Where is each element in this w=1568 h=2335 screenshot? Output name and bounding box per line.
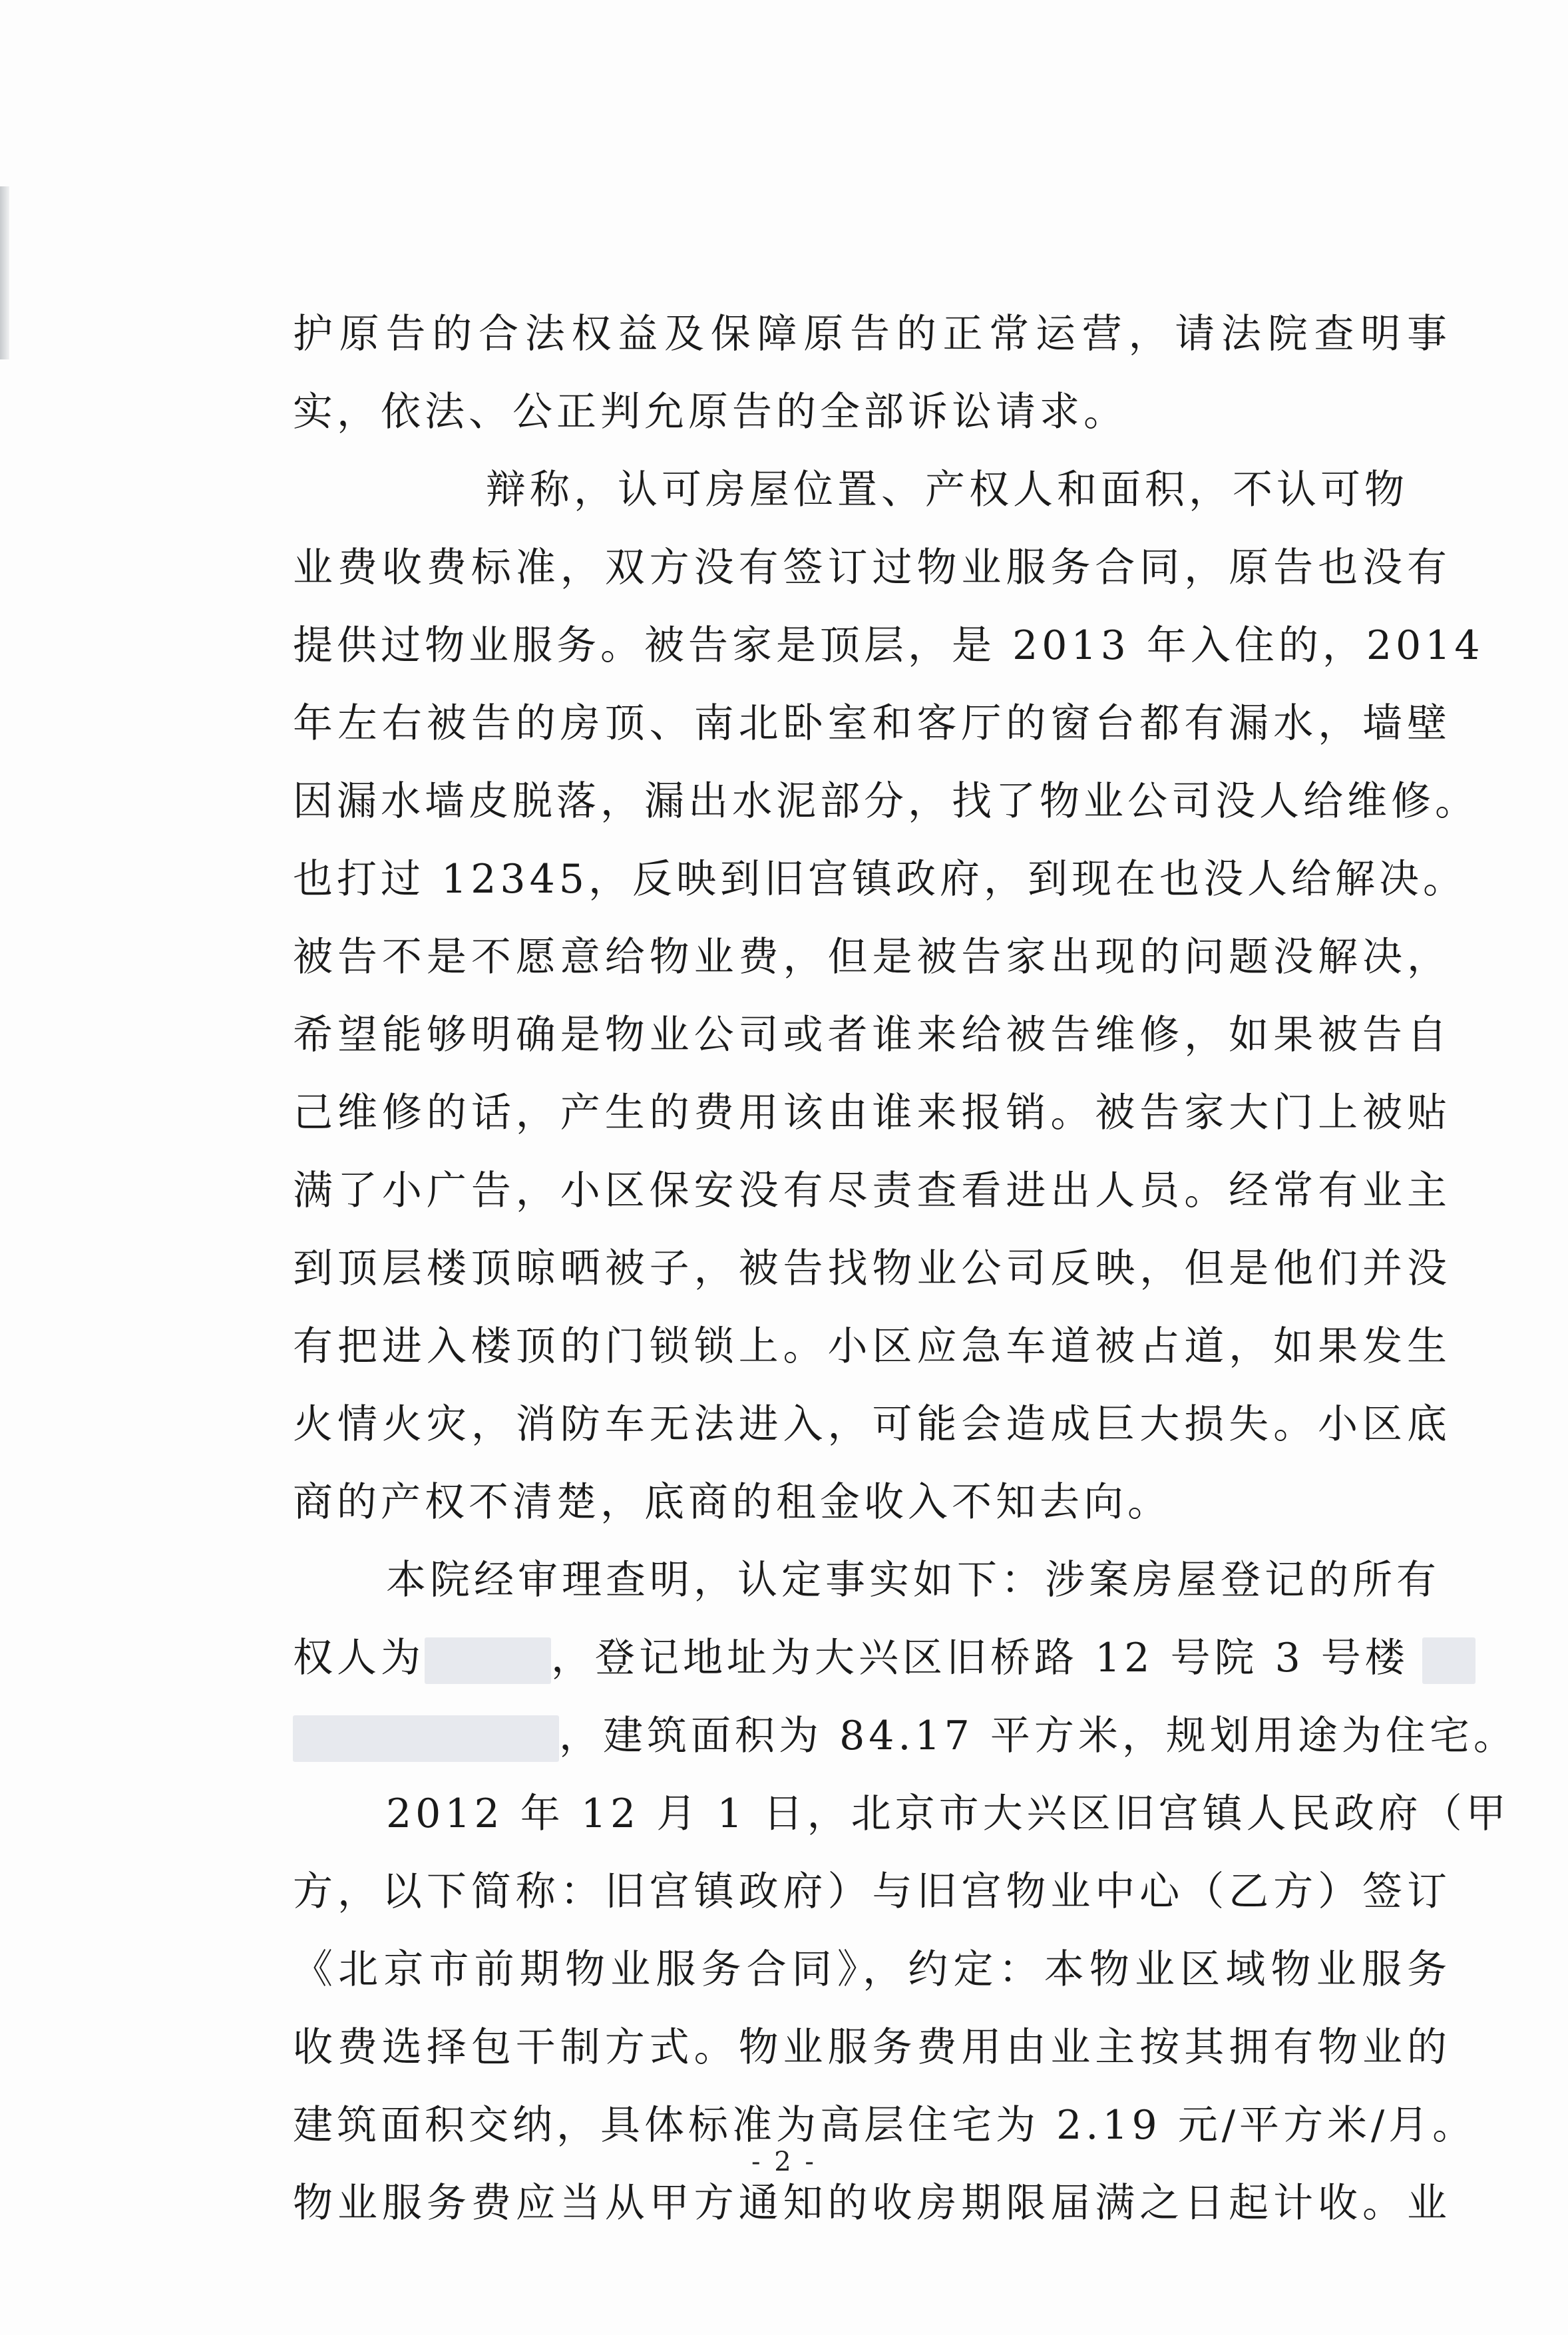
text-line: 被告不是不愿意给物业费，但是被告家出现的问题没解决， [293,934,1451,980]
text-line [293,1697,1517,1775]
text-line [293,1619,1451,1697]
text-line: 《北京市前期物业服务合同》，约定：本物业区域物业服务 [293,1946,1451,1993]
text-line: 物业服务费应当从甲方通知的收房期限届满之日起计收。业 [293,2180,1451,2227]
text-line: 收费选择包干制方式。物业服务费用由业主按其拥有物业的 [293,2024,1451,2071]
redacted-unit-number-cont [293,1715,559,1762]
text-line: 因漏水墙皮脱落，漏出水泥部分，找了物业公司没人给维修。 [293,778,1479,825]
page-number: - 2 - [751,2147,817,2177]
text-line: 希望能够明确是物业公司或者谁来给被告维修，如果被告自 [293,1012,1451,1058]
text-line: 2012 年 12 月 1 日，北京市大兴区旧宫镇人民政府（甲 [386,1791,1510,1837]
text-line: 到顶层楼顶晾晒被子，被告找物业公司反映，但是他们并没 [293,1245,1451,1292]
text-line: 满了小广告，小区保安没有尽责查看进出人员。经常有业主 [293,1168,1451,1214]
text-line: 己维修的话，产生的费用该由谁来报销。被告家大门上被贴 [293,1090,1451,1136]
text-line: 方，以下简称：旧宫镇政府）与旧宫物业中心（乙方）签订 [293,1868,1451,1915]
text-line-content: ，登记地址为大兴区旧桥路 12 号院 3 号楼 [551,1635,1409,1681]
text-line: 业费收费标准，双方没有签订过物业服务合同，原告也没有 [293,544,1451,591]
text-line: 建筑面积交纳，具体标准为高层住宅为 2.19 元/平方米/月。 [293,2102,1477,2149]
text-line: 实，依法、公正判允原告的全部诉讼请求。 [293,389,1127,435]
text-line: 商的产权不清楚，底商的租金收入不知去向。 [293,1479,1171,1526]
text-line: 有把进入楼顶的门锁锁上。小区应急车道被占道，如果发生 [293,1323,1451,1370]
scan-edge-shadow [0,186,9,359]
text-line: 本院经审理查明，认定事实如下：涉案房屋登记的所有 [386,1557,1440,1603]
text-line [293,451,1451,529]
text-line: 火情火灾，消防车无法进入，可能会造成巨大损失。小区底 [293,1401,1451,1448]
redacted-unit-number [1422,1637,1475,1684]
text-line-content: 权人为 [293,1635,425,1681]
text-line: 护原告的合法权益及保障原告的正常运营，请法院查明事 [293,311,1451,357]
text-line: 年左右被告的房顶、南北卧室和客厅的窗台都有漏水，墙壁 [293,700,1451,747]
body-text [293,296,1517,2242]
text-line: 提供过物业服务。被告家是顶层，是 2013 年入住的，2014 [293,622,1484,669]
redacted-owner-name [425,1637,551,1684]
text-line: 也打过 12345，反映到旧宫镇政府，到现在也没人给解决。 [293,856,1467,903]
text-line-content: 辩称，认可房屋位置、产权人和面积，不认可物 [486,467,1408,513]
text-line-content: ，建筑面积为 84.17 平方米，规划用途为住宅。 [559,1713,1517,1759]
